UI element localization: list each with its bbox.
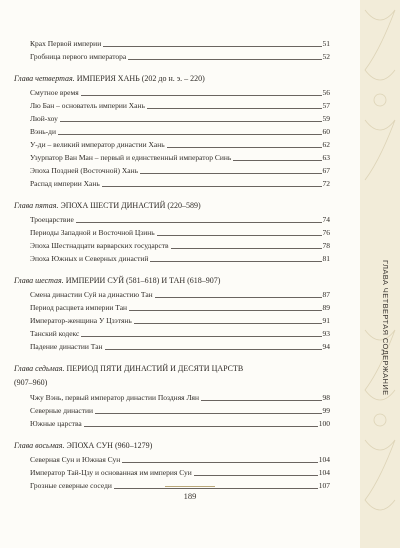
chapter-heading: Глава шестая. ИМПЕРИИ СУЙ (581–618) И ТАН (618–907): [14, 276, 221, 285]
toc-entry[interactable]: Троецарствие 74: [30, 215, 330, 224]
toc-entry[interactable]: Чжу Вэнь, первый император династии Поздняя Лян 98: [30, 393, 330, 402]
chapter-heading: Глава восьмая. ЭПОХА СУН (960–1279): [14, 441, 153, 450]
toc-entry[interactable]: Танский кодекс 93: [30, 329, 330, 338]
toc-entry[interactable]: Люй-хоу 59: [30, 114, 330, 123]
toc-entry[interactable]: Северная Сун и Южная Сун 104: [30, 455, 330, 464]
page-number-rule: [165, 486, 215, 487]
chapter-heading: Глава седьмая. ПЕРИОД ПЯТИ ДИНАСТИЙ И ДЕСЯТИ ЦАРСТВ: [14, 364, 244, 373]
toc-entry[interactable]: Грозные северные соседи 107: [30, 481, 330, 490]
chapter-heading-continued: (907–960): [14, 378, 48, 387]
toc-entry[interactable]: Южные царства 100: [30, 419, 330, 428]
toc-entry[interactable]: Лю Бан – основатель империи Хань 57: [30, 101, 330, 110]
side-ornament: [360, 0, 400, 548]
toc-entry[interactable]: Узурпатор Ван Ман – первый и единственный император Синь 63: [30, 153, 330, 162]
toc-entry[interactable]: Эпоха Шестнадцати варварских государств 78: [30, 241, 330, 250]
toc-entry[interactable]: Крах Первой империи 51: [30, 39, 330, 48]
toc-entry[interactable]: Периоды Западной и Восточной Цзинь 76: [30, 228, 330, 237]
toc-entry[interactable]: Смутное время 56: [30, 88, 330, 97]
toc-entry[interactable]: Вэнь-ди 60: [30, 127, 330, 136]
page-number: 189: [183, 491, 197, 501]
toc-entry[interactable]: Эпоха Южных и Северных династий 81: [30, 254, 330, 263]
ornament-pattern: [360, 0, 400, 548]
toc-entry[interactable]: Распад империи Хань 72: [30, 179, 330, 188]
toc-entry[interactable]: Император Тай-Цзу и основанная им империя Суи 104: [30, 468, 330, 477]
toc-entry[interactable]: Смена династии Суй на династию Тан 87: [30, 290, 330, 299]
chapter-heading: Глава пятая. ЭПОХА ШЕСТИ ДИНАСТИЙ (220–589): [14, 201, 201, 210]
chapter-heading: Глава четвертая. ИМПЕРИЯ ХАНЬ (202 до н. э. – 220): [14, 74, 205, 83]
toc-entry[interactable]: Период расцвета империи Тан 89: [30, 303, 330, 312]
toc-entry[interactable]: Эпоха Поздней (Восточной) Хань 67: [30, 166, 330, 175]
toc-entry[interactable]: Гробница первого императора 52: [30, 52, 330, 61]
side-running-head: ГЛАВА ЧЕТВЕРТАЯ СОДЕРЖАНИЕ: [381, 260, 390, 396]
toc-entry[interactable]: Император-женщина У Цзэтянь 91: [30, 316, 330, 325]
toc-entry[interactable]: У-ди – великий император династии Хань 62: [30, 140, 330, 149]
toc-entry[interactable]: Северные династии 99: [30, 406, 330, 415]
toc-entry[interactable]: Падение династии Тан 94: [30, 342, 330, 351]
